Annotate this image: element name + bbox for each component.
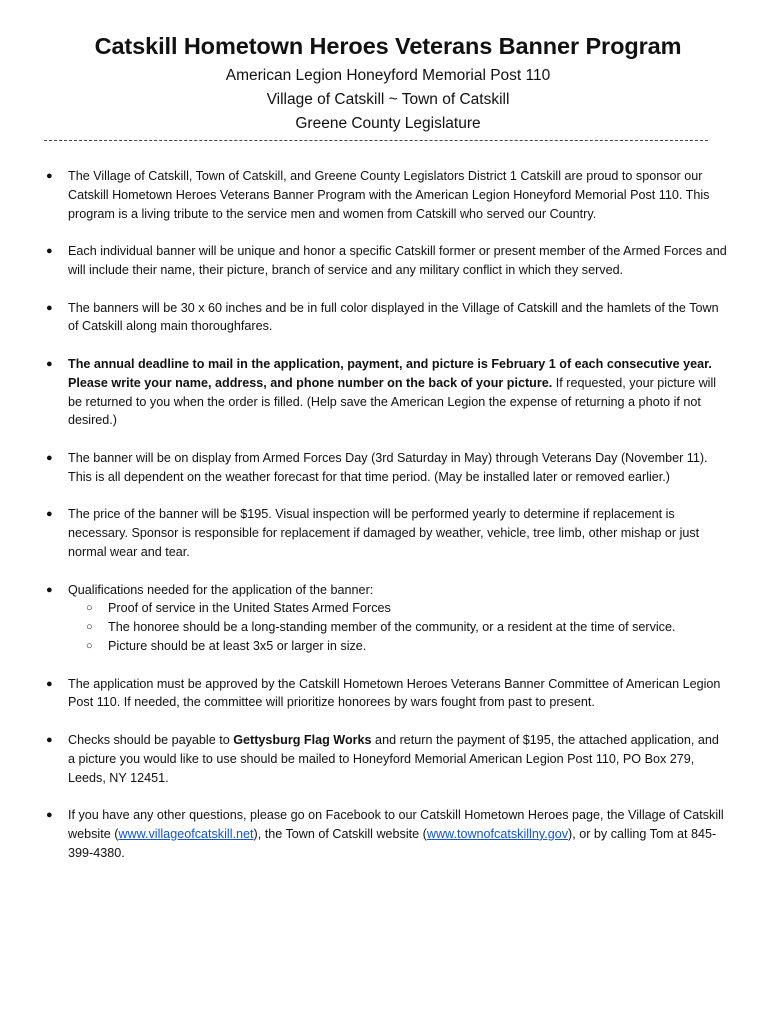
list-item (46, 299, 728, 337)
bullet-text-deadline-rest: If requested, your picture will be returned to you when the order is filled. (Help save the American Legion the expense of returning a photo if not desired.) (68, 375, 717, 428)
bullet-text-display-period: The banner will be on display from Armed Forces Day (3rd Saturday in May) through Veterans Day (November 11). This is all dependent on the weather forecast for that time period. (May be installed later or removed earlier.) (68, 450, 708, 484)
circle-bullet-icon: ○ (86, 639, 93, 652)
circle-bullet-icon: ○ (86, 602, 93, 615)
bullet-text-questions-post: ), or by calling Tom at 845-399-4380. (68, 826, 717, 860)
bullet-icon: ● (46, 245, 53, 258)
bullet-icon: ● (46, 733, 53, 746)
bullet-text-questions-mid: ), the Town of Catskill website ( (253, 826, 427, 841)
list-item (46, 731, 728, 787)
bullet-text-price: The price of the banner will be $195. Visual inspection will be performed yearly to determine if replacement is necessary. Sponsor is responsible for replacement if damaged by weather, vehicle, tree limb, other mishap or just normal wear and tear. (68, 507, 700, 559)
bullet-text-banner-size: The banners will be 30 x 60 inches and be in full color displayed in the Village of Catskill and the hamlets of the Town of Catskill along main thoroughfares. (68, 300, 719, 334)
bullet-icon: ● (46, 508, 53, 521)
list-item (46, 505, 728, 561)
bullet-icon: ● (46, 809, 53, 822)
bullet-icon: ● (46, 301, 53, 314)
bullet-text-checks-pre: Checks should be payable to (68, 732, 234, 747)
bullet-icon: ● (46, 677, 53, 690)
payee-name: Gettysburg Flag Works (233, 732, 372, 747)
list-item (46, 581, 728, 656)
bullet-icon: ● (46, 170, 53, 182)
sub-list (68, 599, 728, 655)
subtitle-county: Greene County Legislature (295, 115, 481, 132)
list-item (46, 449, 728, 487)
sub-text-proof-of-service: Proof of service in the United States Armed Forces (108, 601, 391, 616)
bullet-icon: ● (46, 357, 53, 370)
bullet-text-qualifications: Qualifications needed for the application of the banner: (68, 582, 374, 597)
list-item (46, 242, 728, 280)
town-website-link[interactable]: www.townofcatskillny.gov (426, 826, 569, 841)
sub-list-item (68, 618, 728, 637)
bullet-icon: ● (46, 583, 53, 596)
bullet-text-deadline-bold: The annual deadline to mail in the application, payment, and picture is February 1 of each consecutive year. Please write your name, address, and phone number on the back of your picture. (68, 356, 712, 390)
subtitle-village-town: Village of Catskill ~ Town of Catskill (266, 91, 510, 108)
subtitle-block (46, 64, 730, 136)
dashed-divider (44, 140, 708, 141)
list-item (46, 675, 728, 713)
bullet-text-sponsors: The Village of Catskill, Town of Catskill, and Greene County Legislators District 1 Catskill are proud to sponsor our Catskill Hometown Heroes Veterans Banner Program with the American Legion Honeyford Memorial Post 110. This program is a living tribute to the service men and women from Catskill who served our Country. (68, 169, 710, 221)
sub-text-picture-size: Picture should be at least 3x5 or larger in size. (108, 638, 367, 653)
list-item (46, 806, 728, 862)
bullet-text-approval: The application must be approved by the Catskill Hometown Heroes Veterans Banner Committee of American Legion Post 110. If needed, the committee will prioritize honorees by wars fought from past to present. (68, 676, 721, 710)
village-website-link[interactable]: www.villageofcatskill.net (118, 826, 254, 841)
bullet-text-unique-banner: Each individual banner will be unique and honor a specific Catskill former or present member of the Armed Forces and will include their name, their picture, branch of service and any military conflict in which they served. (68, 244, 727, 277)
bullet-text-questions-pre: If you have any other questions, please go on Facebook to our Catskill Hometown Heroes page, the Village of Catskill website ( (68, 808, 724, 841)
bullet-icon: ● (46, 451, 53, 464)
circle-bullet-icon: ○ (86, 621, 93, 634)
bullet-text-checks-post: and return the payment of $195, the attached application, and a picture you would like to use should be mailed to Honeyford Memorial American Legion Post 110, PO Box 279, Leeds, NY 12451. (68, 732, 719, 785)
list-item (46, 355, 728, 430)
sub-text-community-member: The honoree should be a long-standing member of the community, or a resident at the time of service. (108, 620, 676, 635)
subtitle-post: American Legion Honeyford Memorial Post 110 (225, 67, 551, 84)
sub-list-item (68, 637, 728, 656)
document-title: Catskill Hometown Heroes Veterans Banner Program (94, 33, 682, 59)
sub-list-item (68, 599, 728, 618)
list-item (46, 167, 728, 223)
bullet-list (46, 167, 730, 862)
